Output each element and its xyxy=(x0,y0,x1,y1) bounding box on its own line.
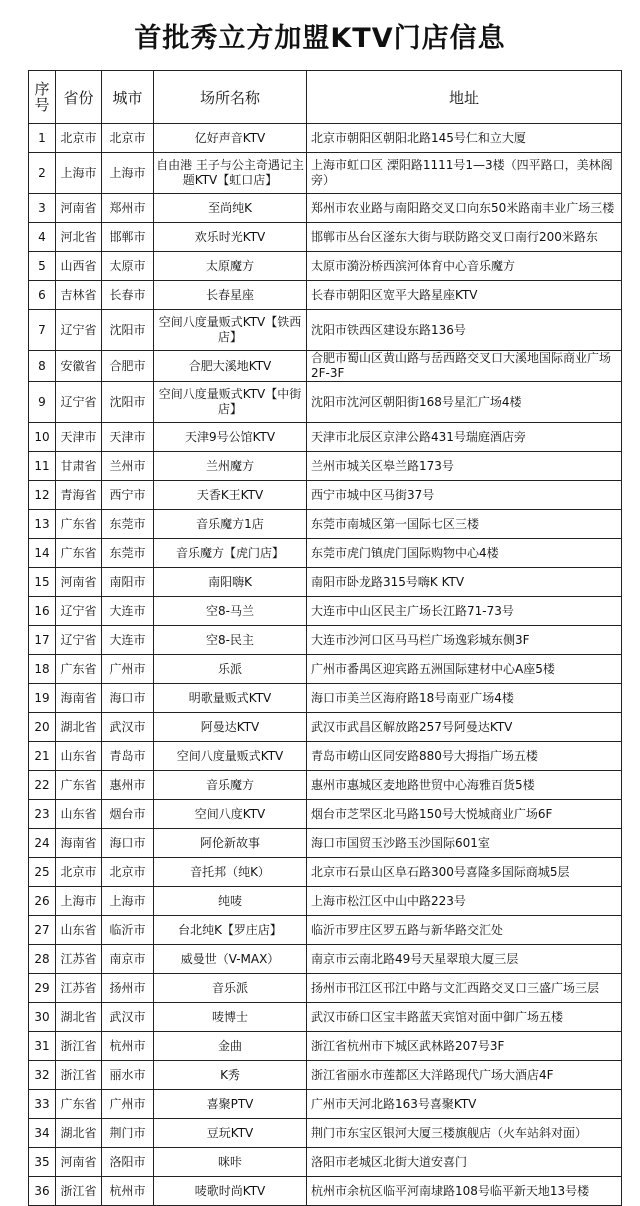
row-number: 18 xyxy=(29,655,56,684)
row-venue: 音乐派 xyxy=(154,974,307,1003)
row-city: 青岛市 xyxy=(102,742,154,771)
row-province: 河南省 xyxy=(56,194,102,223)
row-city: 东莞市 xyxy=(102,510,154,539)
row-address: 大连市中山区民主广场长江路71-73号 xyxy=(307,597,622,626)
row-venue: 音乐魔方1店 xyxy=(154,510,307,539)
row-number: 23 xyxy=(29,800,56,829)
row-number: 20 xyxy=(29,713,56,742)
row-venue: 金曲 xyxy=(154,1032,307,1061)
row-city: 大连市 xyxy=(102,597,154,626)
table-row xyxy=(29,945,622,974)
row-province: 河南省 xyxy=(56,568,102,597)
row-number: 16 xyxy=(29,597,56,626)
row-number: 19 xyxy=(29,684,56,713)
row-city: 洛阳市 xyxy=(102,1148,154,1177)
row-province: 浙江省 xyxy=(56,1177,102,1206)
row-address: 广州市天河北路163号喜聚KTV xyxy=(307,1090,622,1119)
row-address: 荆门市东宝区银河大厦三楼旗舰店（火车站斜对面） xyxy=(307,1119,622,1148)
row-province: 广东省 xyxy=(56,510,102,539)
row-city: 丽水市 xyxy=(102,1061,154,1090)
table-row xyxy=(29,1119,622,1148)
row-venue: 兰州魔方 xyxy=(154,452,307,481)
row-address: 北京市朝阳区朝阳北路145号仁和立大厦 xyxy=(307,124,622,153)
row-venue: 阿曼达KTV xyxy=(154,713,307,742)
table-row xyxy=(29,713,622,742)
row-number: 5 xyxy=(29,252,56,281)
row-address: 天津市北辰区京津公路431号瑞庭酒店旁 xyxy=(307,423,622,452)
row-address: 烟台市芝罘区北马路150号大悦城商业广场6F xyxy=(307,800,622,829)
table-row xyxy=(29,452,622,481)
row-venue: 乐派 xyxy=(154,655,307,684)
row-city: 烟台市 xyxy=(102,800,154,829)
row-province: 江苏省 xyxy=(56,974,102,1003)
row-number: 3 xyxy=(29,194,56,223)
table-row xyxy=(29,829,622,858)
row-province: 湖北省 xyxy=(56,1119,102,1148)
row-province: 广东省 xyxy=(56,771,102,800)
row-venue: 台北纯K【罗庄店】 xyxy=(154,916,307,945)
row-address: 邯郸市丛台区滏东大街与联防路交叉口南行200米路东 xyxy=(307,223,622,252)
row-venue: 音托邦（纯K） xyxy=(154,858,307,887)
row-address: 南京市云南北路49号天星翠琅大厦三层 xyxy=(307,945,622,974)
page-title: 首批秀立方加盟KTV门店信息 xyxy=(134,23,506,54)
table-row xyxy=(29,539,622,568)
row-city: 南京市 xyxy=(102,945,154,974)
row-address: 东莞市南城区第一国际七区三楼 xyxy=(307,510,622,539)
row-city: 广州市 xyxy=(102,655,154,684)
row-city: 杭州市 xyxy=(102,1032,154,1061)
row-province: 吉林省 xyxy=(56,281,102,310)
row-address: 浙江省丽水市莲都区大洋路现代广场大酒店4F xyxy=(307,1061,622,1090)
row-province: 上海市 xyxy=(56,153,102,194)
row-city: 北京市 xyxy=(102,124,154,153)
row-province: 山东省 xyxy=(56,916,102,945)
row-address: 大连市沙河口区马马栏广场逸彩城东侧3F xyxy=(307,626,622,655)
row-city: 海口市 xyxy=(102,829,154,858)
row-province: 河北省 xyxy=(56,223,102,252)
row-number: 11 xyxy=(29,452,56,481)
row-venue: 欢乐时光KTV xyxy=(154,223,307,252)
row-city: 大连市 xyxy=(102,626,154,655)
table-row xyxy=(29,481,622,510)
table-row xyxy=(29,626,622,655)
row-venue: 唛博士 xyxy=(154,1003,307,1032)
row-province: 甘肃省 xyxy=(56,452,102,481)
row-address: 西宁市城中区马街37号 xyxy=(307,481,622,510)
table-row xyxy=(29,1177,622,1206)
row-city: 南阳市 xyxy=(102,568,154,597)
table-row xyxy=(29,1090,622,1119)
row-venue: K秀 xyxy=(154,1061,307,1090)
row-address: 郑州市农业路与南阳路交叉口向东50米路南丰业广场三楼 xyxy=(307,194,622,223)
row-venue: 明歌量贩式KTV xyxy=(154,684,307,713)
table-row xyxy=(29,194,622,223)
row-number: 29 xyxy=(29,974,56,1003)
table-row xyxy=(29,887,622,916)
table-row xyxy=(29,351,622,382)
row-city: 太原市 xyxy=(102,252,154,281)
row-venue: 阿伦新故事 xyxy=(154,829,307,858)
row-province: 辽宁省 xyxy=(56,382,102,423)
store-table xyxy=(28,70,622,1206)
table-row xyxy=(29,1032,622,1061)
table-row xyxy=(29,153,622,194)
row-number: 1 xyxy=(29,124,56,153)
row-province: 浙江省 xyxy=(56,1061,102,1090)
row-city: 邯郸市 xyxy=(102,223,154,252)
row-venue: 亿好声音KTV xyxy=(154,124,307,153)
table-row xyxy=(29,281,622,310)
row-venue: 太原魔方 xyxy=(154,252,307,281)
row-province: 海南省 xyxy=(56,829,102,858)
row-city: 沈阳市 xyxy=(102,310,154,351)
row-city: 兰州市 xyxy=(102,452,154,481)
row-address: 合肥市蜀山区黄山路与岳西路交叉口大溪地国际商业广场2F-3F xyxy=(307,351,622,382)
table-row xyxy=(29,771,622,800)
row-number: 6 xyxy=(29,281,56,310)
header-province: 省份 xyxy=(56,71,102,124)
row-address: 扬州市邗江区邗江中路与文汇西路交叉口三盛广场三层 xyxy=(307,974,622,1003)
row-number: 26 xyxy=(29,887,56,916)
header-address: 地址 xyxy=(307,71,622,124)
row-address: 上海市虹口区 溧阳路1111号1—3楼（四平路口，美林阁旁） xyxy=(307,153,622,194)
table-row xyxy=(29,568,622,597)
row-city: 北京市 xyxy=(102,858,154,887)
table-row xyxy=(29,597,622,626)
row-city: 荆门市 xyxy=(102,1119,154,1148)
table-row xyxy=(29,916,622,945)
row-venue: 音乐魔方【虎门店】 xyxy=(154,539,307,568)
row-venue: 自由港 王子与公主奇遇记主题KTV【虹口店】 xyxy=(154,153,307,194)
row-venue: 咪咔 xyxy=(154,1148,307,1177)
row-number: 33 xyxy=(29,1090,56,1119)
row-venue: 喜聚PTV xyxy=(154,1090,307,1119)
table-row xyxy=(29,858,622,887)
table-row xyxy=(29,310,622,351)
row-city: 武汉市 xyxy=(102,1003,154,1032)
table-row xyxy=(29,1003,622,1032)
row-address: 沈阳市沈河区朝阳街168号星汇广场4楼 xyxy=(307,382,622,423)
table-row xyxy=(29,1061,622,1090)
table-row xyxy=(29,655,622,684)
row-city: 西宁市 xyxy=(102,481,154,510)
row-city: 东莞市 xyxy=(102,539,154,568)
row-number: 31 xyxy=(29,1032,56,1061)
row-city: 广州市 xyxy=(102,1090,154,1119)
row-number: 4 xyxy=(29,223,56,252)
table-row xyxy=(29,382,622,423)
table-body xyxy=(29,124,622,1206)
row-venue: 威曼世（V-MAX） xyxy=(154,945,307,974)
row-address: 兰州市城关区皋兰路173号 xyxy=(307,452,622,481)
row-address: 海口市美兰区海府路18号南亚广场4楼 xyxy=(307,684,622,713)
row-number: 15 xyxy=(29,568,56,597)
row-province: 北京市 xyxy=(56,858,102,887)
row-address: 沈阳市铁西区建设东路136号 xyxy=(307,310,622,351)
row-address: 太原市漪汾桥西滨河体育中心音乐魔方 xyxy=(307,252,622,281)
row-city: 合肥市 xyxy=(102,351,154,382)
table-row xyxy=(29,252,622,281)
row-number: 12 xyxy=(29,481,56,510)
row-address: 南阳市卧龙路315号嗨K KTV xyxy=(307,568,622,597)
row-province: 湖北省 xyxy=(56,713,102,742)
row-number: 27 xyxy=(29,916,56,945)
row-province: 辽宁省 xyxy=(56,310,102,351)
row-address: 上海市松江区中山中路223号 xyxy=(307,887,622,916)
row-address: 惠州市惠城区麦地路世贸中心海雅百货5楼 xyxy=(307,771,622,800)
row-province: 山东省 xyxy=(56,742,102,771)
row-province: 天津市 xyxy=(56,423,102,452)
row-address: 武汉市硚口区宝丰路蓝天宾馆对面中御广场五楼 xyxy=(307,1003,622,1032)
row-number: 17 xyxy=(29,626,56,655)
header-seq: 序号 xyxy=(29,71,56,124)
table-row xyxy=(29,423,622,452)
table-row xyxy=(29,1148,622,1177)
row-address: 武汉市武昌区解放路257号阿曼达KTV xyxy=(307,713,622,742)
row-province: 海南省 xyxy=(56,684,102,713)
row-city: 上海市 xyxy=(102,153,154,194)
row-number: 28 xyxy=(29,945,56,974)
row-number: 9 xyxy=(29,382,56,423)
row-address: 青岛市崂山区同安路880号大拇指广场五楼 xyxy=(307,742,622,771)
row-number: 14 xyxy=(29,539,56,568)
row-city: 郑州市 xyxy=(102,194,154,223)
row-province: 山西省 xyxy=(56,252,102,281)
row-number: 34 xyxy=(29,1119,56,1148)
row-city: 杭州市 xyxy=(102,1177,154,1206)
row-address: 北京市石景山区阜石路300号喜隆多国际商城5层 xyxy=(307,858,622,887)
row-number: 8 xyxy=(29,351,56,382)
row-number: 7 xyxy=(29,310,56,351)
row-number: 21 xyxy=(29,742,56,771)
row-province: 安徽省 xyxy=(56,351,102,382)
row-province: 广东省 xyxy=(56,539,102,568)
row-number: 32 xyxy=(29,1061,56,1090)
header-city: 城市 xyxy=(102,71,154,124)
table-row xyxy=(29,124,622,153)
table-row xyxy=(29,800,622,829)
row-venue: 合肥大溪地KTV xyxy=(154,351,307,382)
table-row xyxy=(29,974,622,1003)
row-address: 洛阳市老城区北街大道安喜门 xyxy=(307,1148,622,1177)
row-province: 辽宁省 xyxy=(56,626,102,655)
row-province: 山东省 xyxy=(56,800,102,829)
row-number: 30 xyxy=(29,1003,56,1032)
row-address: 海口市国贸玉沙路玉沙国际601室 xyxy=(307,829,622,858)
row-city: 扬州市 xyxy=(102,974,154,1003)
row-province: 广东省 xyxy=(56,1090,102,1119)
row-venue: 音乐魔方 xyxy=(154,771,307,800)
row-venue: 空间八度量贩式KTV【铁西店】 xyxy=(154,310,307,351)
row-number: 36 xyxy=(29,1177,56,1206)
table-row xyxy=(29,742,622,771)
row-number: 25 xyxy=(29,858,56,887)
row-venue: 空8-马兰 xyxy=(154,597,307,626)
row-number: 35 xyxy=(29,1148,56,1177)
table-row xyxy=(29,510,622,539)
row-venue: 唛歌时尚KTV xyxy=(154,1177,307,1206)
row-venue: 南阳嗨K xyxy=(154,568,307,597)
row-province: 河南省 xyxy=(56,1148,102,1177)
row-city: 临沂市 xyxy=(102,916,154,945)
row-province: 北京市 xyxy=(56,124,102,153)
row-number: 13 xyxy=(29,510,56,539)
row-city: 沈阳市 xyxy=(102,382,154,423)
row-number: 10 xyxy=(29,423,56,452)
row-venue: 纯唛 xyxy=(154,887,307,916)
row-city: 海口市 xyxy=(102,684,154,713)
header-venue: 场所名称 xyxy=(154,71,307,124)
table-row xyxy=(29,684,622,713)
row-city: 武汉市 xyxy=(102,713,154,742)
row-address: 杭州市余杭区临平河南埭路108号临平新天地13号楼 xyxy=(307,1177,622,1206)
row-province: 上海市 xyxy=(56,887,102,916)
row-number: 2 xyxy=(29,153,56,194)
row-number: 22 xyxy=(29,771,56,800)
row-city: 惠州市 xyxy=(102,771,154,800)
row-province: 广东省 xyxy=(56,655,102,684)
row-venue: 至尚纯K xyxy=(154,194,307,223)
row-address: 长春市朝阳区宽平大路星座KTV xyxy=(307,281,622,310)
row-venue: 空间八度KTV xyxy=(154,800,307,829)
row-province: 青海省 xyxy=(56,481,102,510)
row-venue: 空间八度量贩式KTV【中街店】 xyxy=(154,382,307,423)
row-venue: 豆玩KTV xyxy=(154,1119,307,1148)
row-province: 浙江省 xyxy=(56,1032,102,1061)
row-city: 上海市 xyxy=(102,887,154,916)
row-address: 浙江省杭州市下城区武林路207号3F xyxy=(307,1032,622,1061)
row-city: 长春市 xyxy=(102,281,154,310)
row-province: 湖北省 xyxy=(56,1003,102,1032)
table-header-row xyxy=(29,71,622,124)
row-venue: 空8-民主 xyxy=(154,626,307,655)
row-address: 临沂市罗庄区罗五路与新华路交汇处 xyxy=(307,916,622,945)
row-venue: 空间八度量贩式KTV xyxy=(154,742,307,771)
table-row xyxy=(29,223,622,252)
row-province: 辽宁省 xyxy=(56,597,102,626)
row-province: 江苏省 xyxy=(56,945,102,974)
row-address: 东莞市虎门镇虎门国际购物中心4楼 xyxy=(307,539,622,568)
row-venue: 长春星座 xyxy=(154,281,307,310)
row-venue: 天香K王KTV xyxy=(154,481,307,510)
row-city: 天津市 xyxy=(102,423,154,452)
row-venue: 天津9号公馆KTV xyxy=(154,423,307,452)
row-address: 广州市番禺区迎宾路五洲国际建材中心A座5楼 xyxy=(307,655,622,684)
row-number: 24 xyxy=(29,829,56,858)
